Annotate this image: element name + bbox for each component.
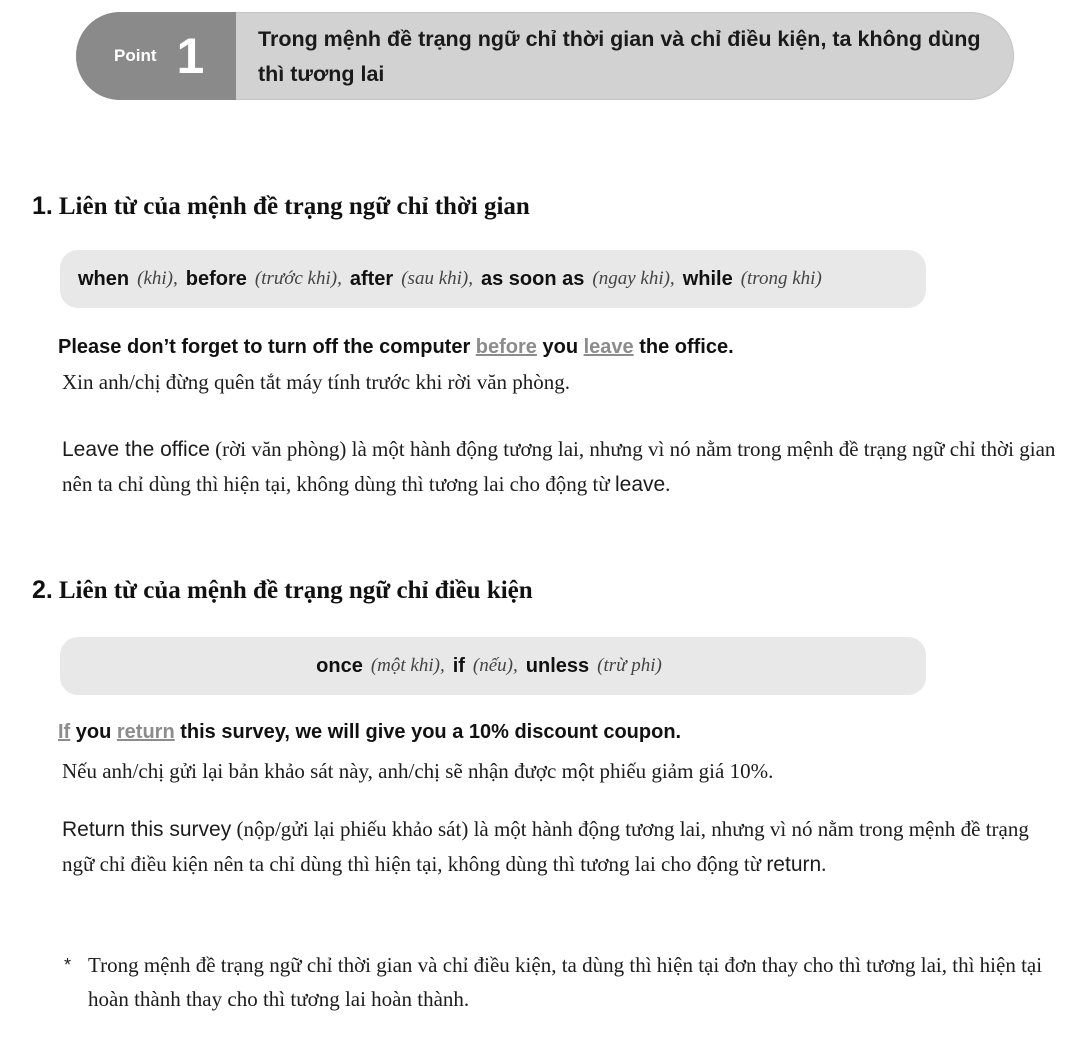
example1-text-c: the office. bbox=[633, 336, 734, 358]
conj-after: after bbox=[349, 267, 394, 290]
section2-heading bbox=[32, 576, 533, 605]
example1-underline-before: before bbox=[475, 336, 537, 358]
explain2-period: . bbox=[821, 852, 827, 876]
footnote bbox=[64, 948, 1064, 1016]
conj-unless: unless bbox=[525, 654, 590, 677]
explain1-english-verb: leave bbox=[614, 473, 666, 496]
point-number: 1 bbox=[176, 28, 205, 84]
explain1-period: . bbox=[665, 472, 671, 496]
point-banner bbox=[76, 12, 1014, 100]
explain2-english-phrase: Return this survey bbox=[62, 818, 232, 841]
example2-underline-return: return bbox=[116, 721, 175, 743]
section2-translation: Nếu anh/chị gửi lại bản khảo sát này, anh/chị sẽ nhận được một phiếu giảm giá 10%. bbox=[62, 759, 774, 783]
section1-explanation bbox=[62, 432, 1062, 502]
example2-text-b: this survey, we will give you a 10% discount coupon. bbox=[174, 721, 682, 743]
conj-before: before bbox=[185, 267, 247, 290]
conj-when-meaning: (khi), bbox=[137, 268, 178, 289]
footnote-marker: * bbox=[64, 955, 72, 975]
conj-while: while bbox=[682, 267, 733, 290]
section2-explanation bbox=[62, 812, 1062, 882]
point-badge bbox=[76, 12, 236, 100]
example1-underline-leave: leave bbox=[583, 336, 634, 358]
conj-once: once bbox=[316, 654, 363, 677]
example1-text-a: Please don’t forget to turn off the computer bbox=[58, 336, 476, 358]
section2-number: 2. bbox=[32, 576, 53, 604]
conj-after-meaning: (sau khi), bbox=[401, 268, 473, 289]
example2-text-a: you bbox=[70, 721, 117, 743]
point-label: Point bbox=[114, 46, 157, 65]
conj-once-meaning: (một khi), bbox=[370, 655, 445, 676]
section2-example bbox=[58, 721, 681, 744]
example2-underline-if: If bbox=[58, 721, 71, 743]
conj-if-meaning: (nếu), bbox=[472, 655, 518, 676]
explain1-english-phrase: Leave the office bbox=[62, 438, 210, 461]
conj-as-soon-as: as soon as bbox=[480, 267, 585, 290]
conj-before-meaning: (trước khi), bbox=[254, 268, 342, 289]
conj-when: when bbox=[78, 267, 130, 290]
section1-translation: Xin anh/chị đừng quên tắt máy tính trước khi rời văn phòng. bbox=[62, 370, 571, 394]
section1-heading bbox=[32, 192, 530, 221]
section2-title: Liên từ của mệnh đề trạng ngữ chỉ điều kiện bbox=[58, 577, 533, 604]
section2-conjunction-box bbox=[60, 637, 926, 695]
conj-as-soon-as-meaning: (ngay khi), bbox=[592, 268, 675, 289]
conj-while-meaning: (trong khi) bbox=[740, 268, 822, 289]
conj-if: if bbox=[452, 654, 465, 677]
example1-text-b: you bbox=[536, 336, 584, 358]
explain1-vietnamese: (rời văn phòng) là một hành động tương lai, nhưng vì nó nằm trong mệnh đề trạng ngữ chỉ thời gian nên ta chỉ dùng thì hiện tại, không dùng thì tương lai cho động từ bbox=[62, 437, 1056, 496]
explain2-english-verb: return bbox=[766, 853, 822, 876]
section1-title: Liên từ của mệnh đề trạng ngữ chỉ thời gian bbox=[58, 193, 530, 220]
section1-example bbox=[58, 336, 734, 359]
section1-conjunction-box bbox=[60, 250, 926, 308]
banner-title: Trong mệnh đề trạng ngữ chỉ thời gian và chỉ điều kiện, ta không dùng thì tương lai bbox=[258, 27, 981, 86]
footnote-text: Trong mệnh đề trạng ngữ chỉ thời gian và chỉ điều kiện, ta dùng thì hiện tại đơn thay cho thì tương lai, thì hiện tại hoàn thành thay cho thì tương lai hoàn thành. bbox=[88, 953, 1043, 1011]
conj-unless-meaning: (trừ phi) bbox=[597, 655, 662, 676]
section1-number: 1. bbox=[32, 192, 53, 220]
explain2-vietnamese: (nộp/gửi lại phiếu khảo sát) là một hành động tương lai, nhưng vì nó nằm trong mệnh đề trạng ngữ chỉ điều kiện nên ta chỉ dùng thì hiện tại, không dùng thì tương lai cho động từ bbox=[62, 817, 1029, 876]
